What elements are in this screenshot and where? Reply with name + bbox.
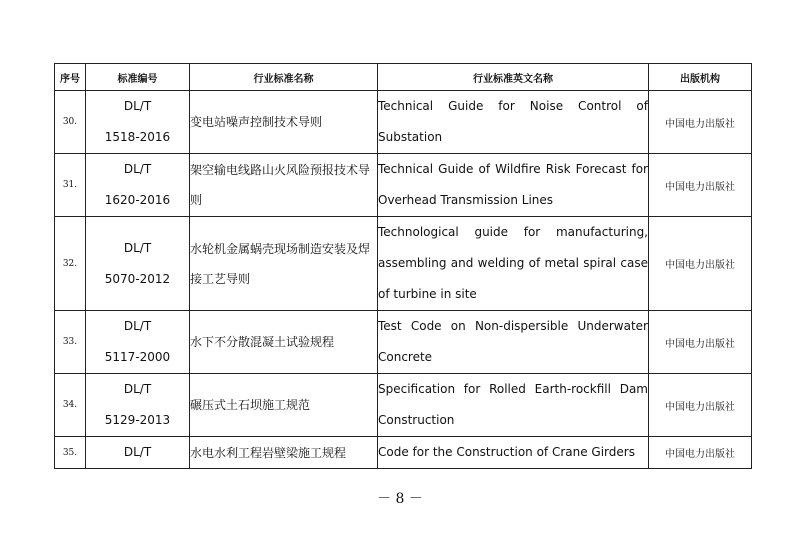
standard-name-en: Technical Guide for Noise Control of Substation	[378, 91, 649, 154]
table-row	[55, 374, 752, 437]
publisher: 中国电力出版社	[649, 437, 752, 469]
row-number: 30.	[55, 91, 86, 154]
standards-table	[54, 63, 752, 469]
header-code: 标准编号	[86, 64, 190, 91]
standard-name-cn: 水下不分散混凝土试验规程	[190, 311, 378, 374]
header-name-en: 行业标准英文名称	[378, 64, 649, 91]
publisher: 中国电力出版社	[649, 374, 752, 437]
standard-name-en: Specification for Rolled Earth-rockfill Dam Construction	[378, 374, 649, 437]
standard-name-cn: 水电水利工程岩壁梁施工规程	[190, 437, 378, 469]
standard-code-prefix: DL/T	[123, 382, 152, 396]
standard-code-number: 5129-2013	[104, 413, 171, 427]
standard-code	[86, 437, 190, 469]
standard-name-cn: 碾压式土石坝施工规范	[190, 374, 378, 437]
publisher: 中国电力出版社	[649, 154, 752, 217]
standard-code	[86, 154, 190, 217]
row-number: 32.	[55, 217, 86, 311]
header-name-cn: 行业标准名称	[190, 64, 378, 91]
row-number: 34.	[55, 374, 86, 437]
standard-code-prefix: DL/T	[123, 162, 152, 176]
publisher: 中国电力出版社	[649, 217, 752, 311]
standard-name-cn: 变电站噪声控制技术导则	[190, 91, 378, 154]
row-number: 31.	[55, 154, 86, 217]
standard-code-number: 5070-2012	[104, 271, 171, 286]
standard-code	[86, 91, 190, 154]
standard-name-en: Code for the Construction of Crane Girders	[378, 437, 649, 469]
standard-code-prefix: DL/T	[123, 319, 152, 333]
standard-name-cn: 架空输电线路山火风险预报技术导则	[190, 154, 378, 217]
table-body	[55, 91, 752, 469]
header-publisher: 出版机构	[649, 64, 752, 91]
table-row	[55, 154, 752, 217]
standard-code-number: 1518-2016	[104, 130, 171, 144]
standard-code-number: 1620-2016	[104, 193, 171, 207]
standard-code	[86, 217, 190, 311]
table-row	[55, 217, 752, 311]
publisher: 中国电力出版社	[649, 91, 752, 154]
standard-code-prefix: DL/T	[123, 99, 152, 113]
standard-code-number: 5117-2000	[104, 350, 171, 364]
table-row	[55, 311, 752, 374]
table-row	[55, 437, 752, 469]
standard-code-prefix: DL/T	[123, 445, 152, 459]
standard-code	[86, 374, 190, 437]
header-row	[55, 64, 752, 91]
standard-name-cn: 水轮机金属蜗壳现场制造安装及焊接工艺导则	[190, 217, 378, 311]
table-header	[55, 64, 752, 91]
standard-name-en: Test Code on Non-dispersible Underwater Concrete	[378, 311, 649, 374]
header-no: 序号	[55, 64, 86, 91]
standard-name-en: Technological guide for manufacturing, assembling and welding of metal spiral case of turbine in site	[378, 217, 649, 311]
standard-code	[86, 311, 190, 374]
standard-name-en: Technical Guide of Wildfire Risk Forecast for Overhead Transmission Lines	[378, 154, 649, 217]
table-row	[55, 91, 752, 154]
page-number: － 8 －	[377, 491, 423, 507]
standard-code-prefix: DL/T	[123, 240, 152, 255]
publisher: 中国电力出版社	[649, 311, 752, 374]
row-number: 33.	[55, 311, 86, 374]
row-number: 35.	[55, 437, 86, 469]
